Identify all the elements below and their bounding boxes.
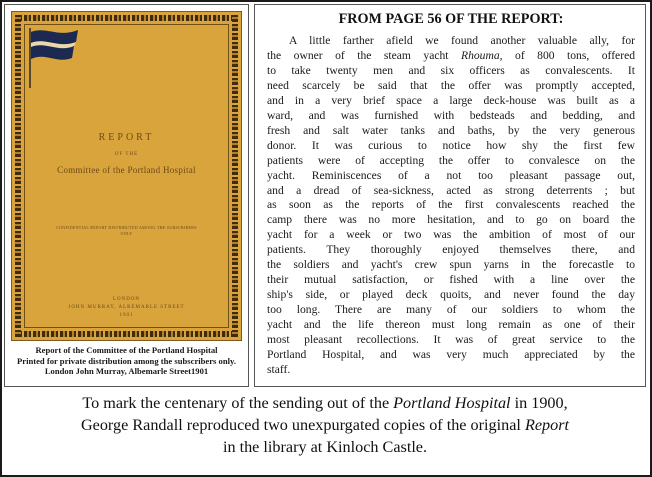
flag-icon	[26, 22, 96, 92]
caption-italic: Report	[524, 416, 570, 434]
cover-title: REPORT	[98, 132, 155, 143]
excerpt-line: ward, and was furnished with bedsteads and bedding, and	[267, 108, 635, 122]
excerpt-line: need scarcely be said that the offer was promptly accepted,	[267, 78, 635, 92]
book-cover-panel	[4, 4, 249, 387]
caption-line-2	[4, 414, 646, 436]
cover-publisher-name: JOHN MURRAY, ALBEMARLE STREET	[68, 305, 185, 310]
cover-publisher-year: 1901	[119, 313, 134, 318]
caption-italic: Portland Hospital	[393, 394, 511, 412]
caption-line-1	[4, 392, 646, 414]
excerpt-body	[267, 34, 635, 378]
excerpt-line: most pleasant recollections. It was of great service to the	[267, 333, 635, 347]
excerpt-line: as soon as the reports of the first convalescents reached the	[267, 198, 635, 212]
cover-caption-line: London John Murray, Albemarle Street1901	[44, 366, 209, 376]
cover-caption-line: Printed for private distribution among the subscribers only.	[17, 355, 236, 366]
excerpt-line: staff.	[267, 362, 291, 376]
excerpt-line: the soldiers and yacht's crew spun yarns in the forecastle to	[267, 258, 635, 272]
cover-border-left	[15, 15, 21, 337]
excerpt-line: patients. They thoroughly enjoyed themselves there, and	[267, 243, 635, 257]
excerpt-line: fresh and salt water tanks and baths, by the very generous	[267, 123, 635, 137]
excerpt-line: patients were of accepting the offer to convalesce on the	[267, 153, 635, 167]
cover-small-print: CONFIDENTIAL REPORT DISTRIBUTED AMONG THE SUBSCRIBERS ONLY	[56, 225, 197, 236]
excerpt-line: yacht for a week or two was the ambition of most of our	[267, 228, 635, 242]
excerpt-line: their mutual satisfaction, or fished with a line over the	[267, 273, 635, 287]
excerpt-line: too long. There are many of our soldiers to whom the	[267, 303, 635, 317]
cover-publisher-city: LONDON	[112, 297, 141, 302]
caption-text: George Randall reproduced two unexpurgated copies of the original	[80, 416, 525, 434]
cover-border-bottom	[15, 331, 238, 337]
cover-publisher	[12, 296, 241, 320]
cover-border-top	[15, 15, 238, 21]
cover-title-of-the: OF THE	[114, 152, 139, 157]
excerpt-line: and a dread of sea-sickness, acted as strong deterrents ; but	[267, 183, 635, 197]
excerpt-line: camp there was no more hesitation, and to go on board the	[267, 213, 635, 227]
bottom-caption	[4, 392, 646, 458]
cover-caption	[7, 345, 246, 377]
excerpt-line: ship's side, or played deck quoits, and never found the day	[267, 288, 635, 302]
cover-committee-title: Committee of the Portland Hospital	[57, 165, 196, 175]
book-cover	[11, 11, 242, 341]
caption-text: To mark the centenary of the sending out of the	[82, 394, 394, 412]
excerpt-line: and in a very brief space a large deck-house was built as a	[267, 93, 635, 107]
excerpt-line: yacht and the life thereon must long remain as one of their	[267, 318, 635, 332]
excerpt-line: the owner of the steam yacht Rhouma, of 800 tons, offered	[267, 48, 636, 62]
caption-line-3: in the library at Kinloch Castle.	[222, 438, 428, 456]
cover-border-right	[232, 15, 238, 337]
caption-text: in 1900,	[510, 394, 568, 412]
excerpt-line: Portland Hospital, and was very much appreciated by the	[267, 348, 635, 362]
report-excerpt	[254, 4, 646, 387]
excerpt-line: donor. It was curious to notice how shy the first few	[267, 138, 635, 152]
excerpt-line: yacht. Reminiscences of a not too pleasant passage out,	[267, 168, 635, 182]
excerpt-line: to take twenty men and six officers as convalescents. It	[267, 63, 635, 77]
excerpt-line: A little farther afield we found another valuable ally, for	[289, 34, 635, 47]
excerpt-heading: FROM PAGE 56 OF THE REPORT:	[338, 11, 564, 27]
cover-caption-line: Report of the Committee of the Portland Hospital	[35, 345, 218, 355]
yacht-name: Rhouma	[461, 48, 500, 62]
